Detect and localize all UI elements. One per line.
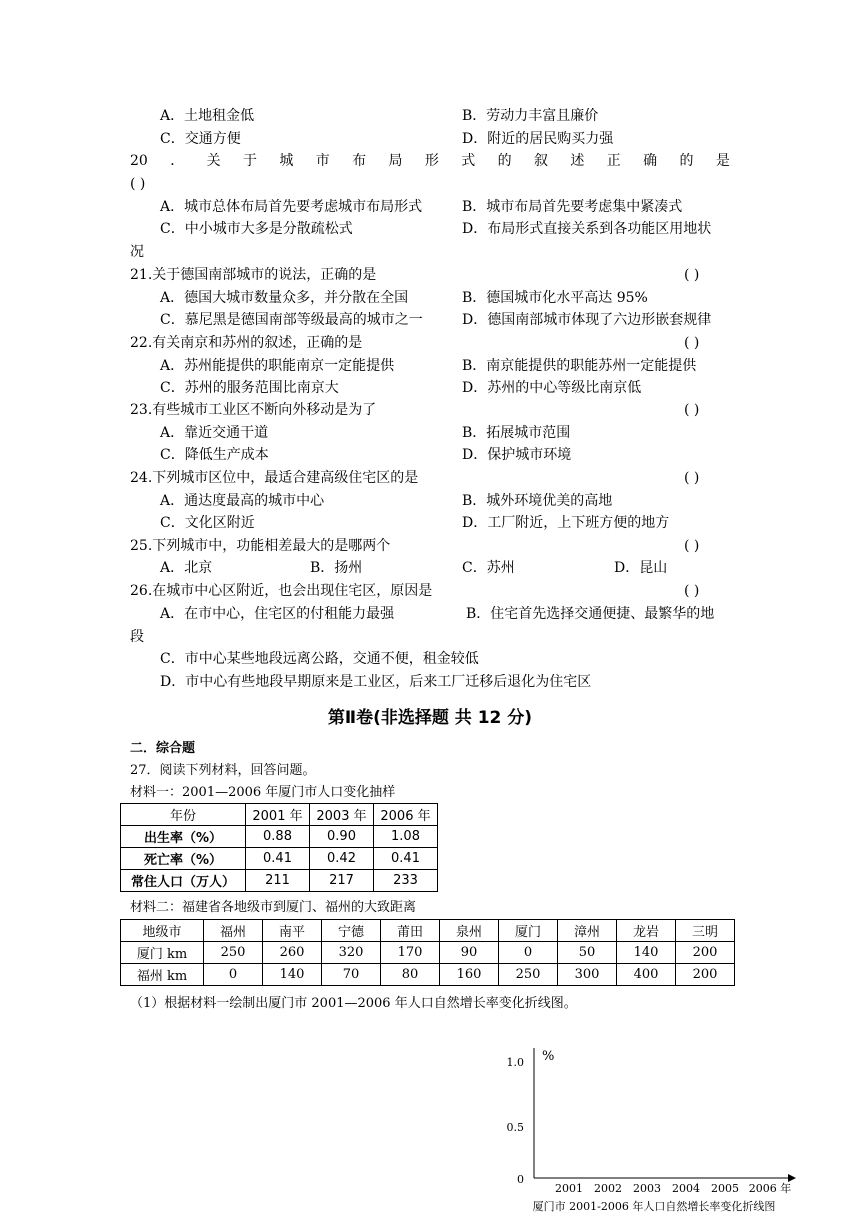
table-cell: 170 [381, 942, 440, 964]
x-tick-label: 2004 [672, 1182, 700, 1195]
q21-option-d: D．德国南部城市体现了六边形嵌套规律 [462, 312, 712, 328]
table-cell: 0 [204, 964, 263, 986]
population-table [120, 803, 438, 892]
x-tick-label: 2002 [594, 1182, 622, 1195]
table-cell: 211 [246, 870, 310, 892]
q24-stem: 24.下列城市区位中，最适合建高级住宅区的是 [130, 470, 419, 486]
x-tick-label: 2005 [711, 1182, 739, 1195]
table-cell: 出生率（%） [121, 826, 246, 848]
table-cell: 400 [617, 964, 676, 986]
q20-option-c: C．中小城市大多是分散疏松式 [160, 221, 353, 237]
q27-sub1: （1）根据材料一绘制出厦门市 2001—2006 年人口自然增长率变化折线图。 [130, 996, 577, 1011]
x-tick-label: 2003 [633, 1182, 661, 1195]
q26-option-b-cont: 段 [130, 629, 144, 645]
table-cell: 福州 km [121, 964, 204, 986]
q24-option-d: D．工厂附近，上下班方便的地方 [462, 515, 670, 531]
x-tick-label: 2006 年 [748, 1182, 792, 1195]
y-tick-label: 1.0 [506, 1056, 524, 1069]
x-axis-arrow [788, 1174, 796, 1182]
q22-stem: 22.有关南京和苏州的叙述，正确的是 [130, 335, 363, 351]
table-cell: 0.41 [374, 848, 438, 870]
q26-option-b: B．住宅首先选择交通便捷、最繁华的地 [466, 606, 715, 622]
q26-stem: 26.在城市中心区附近，也会出现住宅区，原因是 [130, 583, 433, 599]
part2-title: 第Ⅱ卷(非选择题 共 12 分) [327, 708, 533, 728]
q20-option-d: D．布局形式直接关系到各功能区用地状 [462, 221, 712, 237]
q26-bracket: ( ) [684, 583, 700, 599]
table-header-cell: 泉州 [440, 920, 499, 942]
table-header-cell: 漳州 [558, 920, 617, 942]
q19-option-b: B．劳动力丰富且廉价 [462, 108, 599, 124]
q26-option-a: A．在市中心，住宅区的付租能力最强 [160, 606, 395, 622]
q19-option-a: A．土地租金低 [160, 108, 255, 124]
table-header-cell: 2006 年 [374, 804, 438, 826]
table-header-cell: 福州 [204, 920, 263, 942]
q24-option-b: B．城外环境优美的高地 [462, 493, 613, 509]
table-cell: 200 [676, 942, 735, 964]
table-header-cell: 宁德 [322, 920, 381, 942]
material1-title: 材料一：2001—2006 年厦门市人口变化抽样 [130, 785, 396, 800]
table-cell: 90 [440, 942, 499, 964]
table-header-cell: 地级市 [121, 920, 204, 942]
table-cell: 厦门 km [121, 942, 204, 964]
q20-stem-char: 局 [388, 153, 403, 169]
q24-option-c: C．文化区附近 [160, 515, 255, 531]
q20-stem-char: 形 [424, 153, 439, 169]
y-tick-label: 0.5 [506, 1121, 524, 1134]
table-cell: 233 [374, 870, 438, 892]
q23-option-a: A．靠近交通干道 [160, 425, 269, 441]
table-cell: 常住人口（万人） [121, 870, 246, 892]
table-cell: 1.08 [374, 826, 438, 848]
q20-stem-char: 布 [352, 153, 367, 169]
q27-stem: 27．阅读下列材料，回答问题。 [130, 763, 316, 778]
q23-option-c: C．降低生产成本 [160, 447, 269, 463]
q20-stem-char: 正 [606, 153, 621, 169]
y-tick-label: 0 [517, 1173, 524, 1186]
q20-stem-char: ． [170, 153, 185, 169]
table-cell: 300 [558, 964, 617, 986]
y-axis-unit: % [542, 1049, 555, 1064]
chart-caption: 厦门市 2001-2006 年人口自然增长率变化折线图 [532, 1200, 776, 1213]
table-cell: 80 [381, 964, 440, 986]
table-cell: 0.88 [246, 826, 310, 848]
table-cell: 140 [617, 942, 676, 964]
q22-option-b: B．南京能提供的职能苏州一定能提供 [462, 358, 697, 374]
table-row [121, 848, 438, 870]
table-cell: 0.42 [310, 848, 374, 870]
x-tick-label: 2001 [555, 1182, 583, 1195]
table-row [121, 870, 438, 892]
q20-stem-char: 述 [570, 153, 585, 169]
q25-option-b: B．扬州 [310, 560, 363, 576]
q20-option-b: B．城市布局首先要考虑集中紧凑式 [462, 199, 683, 215]
table-cell: 50 [558, 942, 617, 964]
table-cell: 250 [204, 942, 263, 964]
table-cell: 250 [499, 964, 558, 986]
q20-stem-char: 关 [206, 153, 221, 169]
q20-stem-char: 于 [242, 153, 257, 169]
q20-stem-char: 的 [497, 153, 512, 169]
q26-option-d: D．市中心有些地段早期原来是工业区，后来工厂迁移后退化为住宅区 [160, 674, 592, 690]
table-cell: 200 [676, 964, 735, 986]
table-row [121, 942, 735, 964]
table-cell: 217 [310, 870, 374, 892]
q20-stem-char: 式 [461, 153, 476, 169]
q19-option-c: C．交通方便 [160, 131, 241, 147]
q23-stem: 23.有些城市工业区不断向外移动是为了 [130, 402, 377, 418]
q20-stem-char: 20 [130, 153, 148, 169]
table-header-cell: 龙岩 [617, 920, 676, 942]
growth-rate-chart-frame [500, 1040, 820, 1216]
q22-option-c: C．苏州的服务范围比南京大 [160, 380, 339, 396]
q20-bracket: ( ) [130, 176, 146, 192]
table-cell: 320 [322, 942, 381, 964]
table-header-cell: 厦门 [499, 920, 558, 942]
q20-stem-char: 是 [715, 153, 730, 169]
table-header-cell: 南平 [263, 920, 322, 942]
section-heading: 二．综合题 [130, 741, 196, 756]
q21-option-c: C．慕尼黑是德国南部等级最高的城市之一 [160, 312, 423, 328]
q24-bracket: ( ) [684, 470, 700, 486]
table-header-cell: 2001 年 [246, 804, 310, 826]
table-cell: 0.90 [310, 826, 374, 848]
q20-stem-char: 市 [315, 153, 330, 169]
q20-stem-char: 确 [643, 153, 658, 169]
q20-option-a: A．城市总体布局首先要考虑城市布局形式 [160, 199, 423, 215]
q25-stem: 25.下列城市中，功能相差最大的是哪两个 [130, 538, 391, 554]
q20-option-d-cont: 况 [130, 244, 144, 260]
table-cell: 70 [322, 964, 381, 986]
table-row [121, 964, 735, 986]
table-cell: 140 [263, 964, 322, 986]
table-header-cell: 三明 [676, 920, 735, 942]
q22-option-a: A．苏州能提供的职能南京一定能提供 [160, 358, 395, 374]
q23-option-d: D．保护城市环境 [462, 447, 572, 463]
material2-title: 材料二：福建省各地级市到厦门、福州的大致距离 [130, 900, 417, 915]
q22-option-d: D．苏州的中心等级比南京低 [462, 380, 642, 396]
q25-option-c: C．苏州 [462, 560, 515, 576]
q21-option-b: B．德国城市化水平高达 95% [462, 290, 648, 306]
q20-stem [130, 152, 730, 170]
table-row [121, 826, 438, 848]
table-cell: 160 [440, 964, 499, 986]
q23-option-b: B．拓展城市范围 [462, 425, 571, 441]
q21-stem: 21.关于德国南部城市的说法，正确的是 [130, 267, 377, 283]
distance-table [120, 919, 735, 986]
q24-option-a: A．通达度最高的城市中心 [160, 493, 325, 509]
q21-bracket: ( ) [684, 267, 700, 283]
table-header-cell: 2003 年 [310, 804, 374, 826]
q25-option-d: D．昆山 [614, 560, 668, 576]
q20-stem-char: 的 [679, 153, 694, 169]
table-header-cell: 年份 [121, 804, 246, 826]
q26-option-c: C．市中心某些地段远离公路，交通不便，租金较低 [160, 651, 479, 667]
q21-option-a: A．德国大城市数量众多，并分散在全国 [160, 290, 409, 306]
q25-bracket: ( ) [684, 538, 700, 554]
table-header-row [121, 804, 438, 826]
table-header-cell: 莆田 [381, 920, 440, 942]
table-cell: 0 [499, 942, 558, 964]
q22-bracket: ( ) [684, 335, 700, 351]
table-cell: 0.41 [246, 848, 310, 870]
q25-option-a: A．北京 [160, 560, 213, 576]
q20-stem-char: 叙 [533, 153, 548, 169]
q23-bracket: ( ) [684, 402, 700, 418]
q19-option-d: D．附近的居民购买力强 [462, 131, 614, 147]
table-cell: 死亡率（%） [121, 848, 246, 870]
table-header-row [121, 920, 735, 942]
table-cell: 260 [263, 942, 322, 964]
q20-stem-char: 城 [279, 153, 294, 169]
